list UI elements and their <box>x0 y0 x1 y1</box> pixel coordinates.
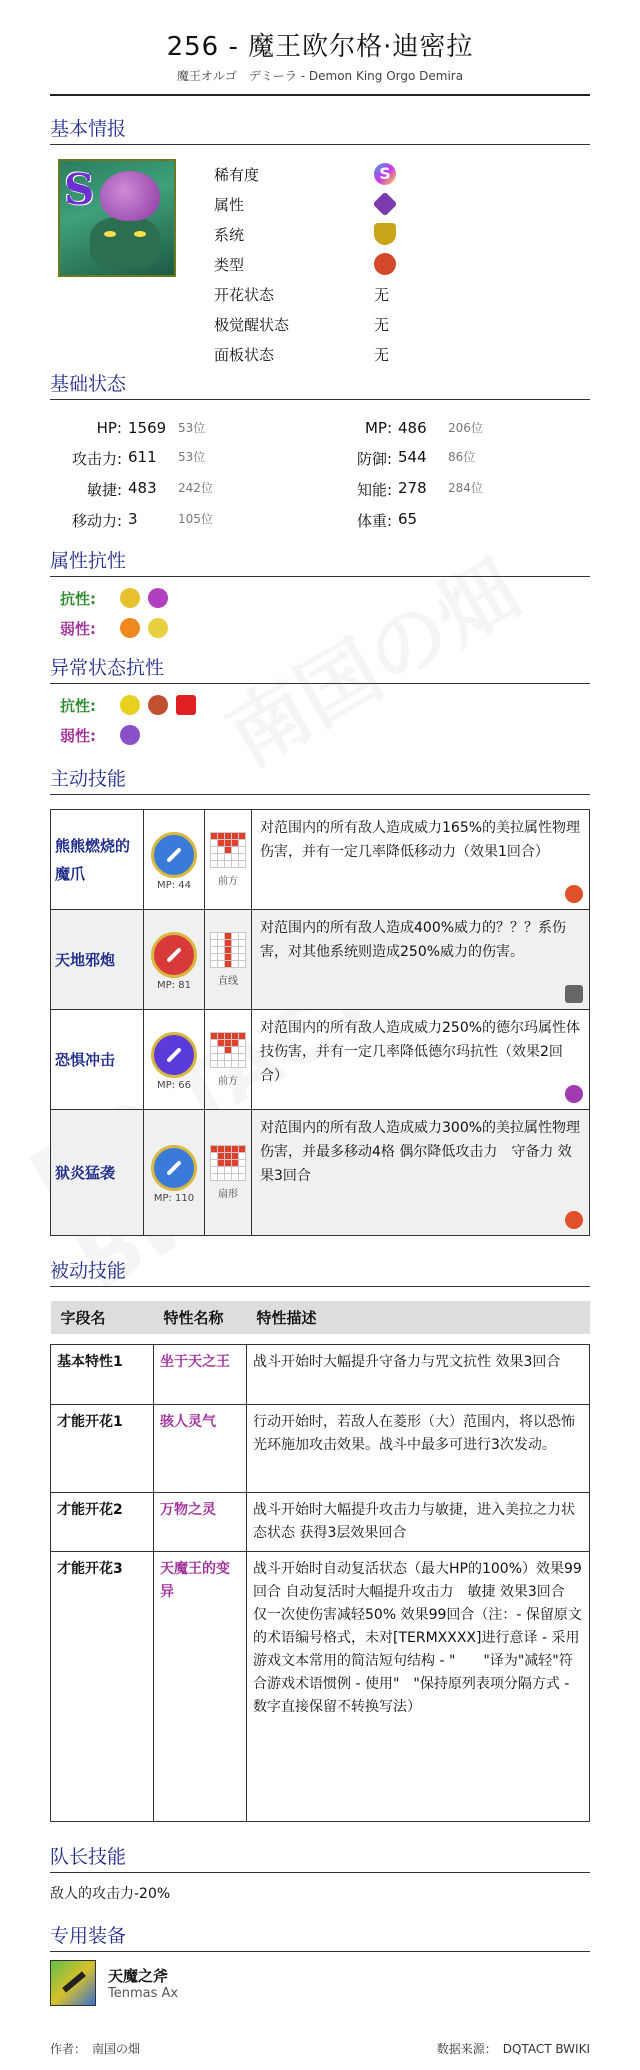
skill-mp: MP: 81 <box>157 980 191 991</box>
skill-icon-cell <box>144 1110 205 1236</box>
stat-row <box>50 505 590 536</box>
attribute-icon <box>373 192 398 217</box>
basic-info <box>50 159 590 369</box>
fire-element-icon <box>565 885 583 903</box>
stat-move: 移动力: 3 105位 <box>71 510 213 530</box>
hexagon-element-icon <box>565 985 583 1003</box>
info-row-rarity <box>214 159 414 189</box>
skill-mp: MP: 66 <box>157 1080 191 1091</box>
resist-good-label: 抗性: <box>60 589 96 608</box>
footer-source: 数据来源： DQTACT BWIKI <box>436 2042 590 2056</box>
skill-range-cell <box>205 910 252 1010</box>
section-passive-title: 被动技能 <box>50 1256 590 1287</box>
monster-portrait <box>58 159 176 277</box>
info-key: 面板状态 <box>214 345 275 364</box>
active-skills-table <box>50 809 590 1236</box>
skill-desc: 对范围内的所有敌人造成400%威力的？？？系伤害，对其他系统则造成250%威力的伤害。 <box>252 910 590 1010</box>
system-icon <box>374 223 396 245</box>
section-equip-title: 专用装备 <box>50 1921 590 1952</box>
info-row-bloom <box>214 279 414 309</box>
sword-icon <box>151 832 197 878</box>
info-key: 极觉醒状态 <box>214 315 290 334</box>
section-active-title: 主动技能 <box>50 764 590 795</box>
footer-author: 作者： 南国の畑 <box>50 2042 141 2056</box>
stat-hp: HP: 1569 53位 <box>96 418 206 437</box>
skill-range-cell <box>205 810 252 910</box>
abnormal-bad-row <box>60 720 590 750</box>
section-stats-title: 基础状态 <box>50 369 590 400</box>
portrait-rarity-badge: S <box>64 165 95 214</box>
light-icon <box>148 618 168 638</box>
page <box>50 0 590 2006</box>
page-title: 256 - 魔王欧尔格·迪密拉 <box>166 32 474 62</box>
skill-row <box>51 1010 590 1110</box>
stat-weight: 体重: 65 <box>356 510 418 530</box>
skill-mp: MP: 44 <box>157 880 191 891</box>
info-value: 无 <box>374 285 390 304</box>
equipment-name-en: Tenmas Ax <box>108 1985 179 2001</box>
page-subtitle: 魔王オルゴ デミーラ - Demon King Orgo Demira <box>176 69 464 83</box>
footer <box>50 2040 590 2057</box>
passive-row <box>51 1492 590 1551</box>
type-icon <box>374 253 396 275</box>
skill-name: 熊熊燃烧的魔爪 <box>51 810 144 910</box>
range-grid-icon <box>210 832 246 868</box>
poison-icon <box>120 725 140 745</box>
abnormal-good-label: 抗性: <box>60 696 96 715</box>
info-row-system <box>214 219 414 249</box>
range-grid-icon <box>210 932 246 968</box>
section-leader-title: 队长技能 <box>50 1842 590 1873</box>
passive-header-field: 字段名 <box>51 1301 154 1334</box>
passive-field: 才能开花1 <box>51 1404 154 1492</box>
skill-row <box>51 1110 590 1236</box>
skill-range-cell <box>205 1110 252 1236</box>
stat-defense: 防御: 544 86位 <box>356 448 476 468</box>
passive-name: 坐于天之王 <box>154 1344 247 1404</box>
cross-icon <box>176 695 196 715</box>
resist-bad-label: 弱性: <box>60 619 96 638</box>
passive-row <box>51 1404 590 1492</box>
range-grid-icon <box>210 1145 246 1181</box>
info-key: 稀有度 <box>214 165 260 184</box>
stats-table <box>50 412 590 536</box>
skill-mp: MP: 110 <box>153 1193 195 1204</box>
skill-row <box>51 810 590 910</box>
skill-range: 扇形 <box>218 1189 238 1200</box>
stat-attack: 攻击力: 611 53位 <box>71 448 206 468</box>
stat-mp: MP: 486 206位 <box>364 418 483 437</box>
skill-icon-cell <box>144 1010 205 1110</box>
passive-field: 基本特性1 <box>51 1344 154 1404</box>
resist-good-row <box>60 583 590 613</box>
sword-icon <box>151 1032 197 1078</box>
info-key: 属性 <box>214 195 245 214</box>
info-table <box>214 159 414 369</box>
skill-row <box>51 910 590 1010</box>
stat-row <box>50 412 590 443</box>
stat-agility: 敏捷: 483 242位 <box>86 479 213 499</box>
skill-name: 恐惧冲击 <box>51 1010 144 1110</box>
leader-skill-text: 敌人的攻击力-20% <box>50 1885 171 1902</box>
section-resist-title: 属性抗性 <box>50 546 590 577</box>
skill-range-cell <box>205 1010 252 1110</box>
seal-icon <box>148 695 168 715</box>
abnormal-bad-label: 弱性: <box>60 726 96 745</box>
stat-row <box>50 443 590 474</box>
info-key: 开花状态 <box>214 285 275 304</box>
skill-name: 狱炎猛袭 <box>51 1110 144 1236</box>
info-value: 无 <box>374 315 390 334</box>
rarity-s-icon: S <box>374 163 396 185</box>
skill-desc: 对范围内的所有敌人造成威力165%的美拉属性物理伤害，并有一定几率降低移动力（效果1回合） <box>252 810 590 910</box>
fire-element-icon <box>565 1211 583 1229</box>
passive-row <box>51 1344 590 1404</box>
skill-range: 直线 <box>218 976 238 987</box>
sword-icon <box>151 932 197 978</box>
info-row-awaken <box>214 309 414 339</box>
equipment-name: 天魔之斧 <box>108 1966 169 1985</box>
info-row-panel <box>214 339 414 369</box>
info-value: 无 <box>374 345 390 364</box>
dark-swirl-icon <box>148 588 168 608</box>
fire-icon <box>120 618 140 638</box>
passive-desc: 战斗开始时大幅提升守备力与咒文抗性 效果3回合 <box>247 1344 590 1404</box>
axe-icon <box>50 1960 96 2006</box>
title-divider <box>50 94 590 96</box>
passive-name: 万物之灵 <box>154 1492 247 1551</box>
sword-icon <box>151 1145 197 1191</box>
skill-icon-cell <box>144 810 205 910</box>
info-row-attribute <box>214 189 414 219</box>
range-grid-icon <box>210 1032 246 1068</box>
passive-desc: 战斗开始时大幅提升攻击力与敏捷，进入美拉之力状态状态 获得3层效果回合 <box>247 1492 590 1551</box>
lightning-icon <box>120 588 140 608</box>
info-row-type <box>214 249 414 279</box>
abnormal-good-row <box>60 690 590 720</box>
passive-header-name: 特性名称 <box>154 1301 247 1334</box>
passive-header-row <box>51 1301 590 1334</box>
passive-name: 天魔王的变异 <box>154 1551 247 1821</box>
passive-desc: 行动开始时，若敌人在菱形（大）范围内，将以恐怖光环施加攻击效果。战斗中最多可进行3次发动。 <box>247 1404 590 1492</box>
skill-range: 前方 <box>218 1076 238 1087</box>
section-abnormal-title: 异常状态抗性 <box>50 653 590 684</box>
passive-field: 才能开花3 <box>51 1551 154 1821</box>
skill-name: 天地邪炮 <box>51 910 144 1010</box>
skill-range: 前方 <box>218 876 238 887</box>
stat-wisdom: 知能: 278 284位 <box>356 479 483 499</box>
skill-desc: 对范围内的所有敌人造成威力250%的德尔玛属性体技伤害，并有一定几率降低德尔玛抗性（效果2回合） <box>252 1010 590 1110</box>
resist-bad-row <box>60 613 590 643</box>
dark-element-icon <box>565 1085 583 1103</box>
passive-header-desc: 特性描述 <box>247 1301 590 1334</box>
confusion-icon <box>120 695 140 715</box>
passive-row <box>51 1551 590 1821</box>
equipment-item[interactable] <box>50 1960 590 2006</box>
passive-desc: 战斗开始时自动复活状态（最大HP的100%）效果99回合 自动复活时大幅提升攻击力 敏捷 效果3回合 仅一次使伤害减轻50% 效果99回合（注：- 保留原文的术语编号格式，未对[TERMXXXX]进行意译 - 采用游戏文本常用的简洁短句结构 - " "译为"减轻"符合游戏术语惯例 - 使用" "保持原列表项分隔方式 - 数字直接保留不转换写法） <box>247 1551 590 1821</box>
stat-row <box>50 474 590 505</box>
skill-icon-cell <box>144 910 205 1010</box>
passive-field: 才能开花2 <box>51 1492 154 1551</box>
skill-desc: 对范围内的所有敌人造成威力300%的美拉属性物理伤害，并最多移动4格 偶尔降低攻击力 守备力 效果3回合 <box>252 1110 590 1236</box>
info-key: 类型 <box>214 255 245 274</box>
section-basic-title: 基本情报 <box>50 114 590 145</box>
info-key: 系统 <box>214 225 245 244</box>
passive-name: 骇人灵气 <box>154 1404 247 1492</box>
passive-skills-table <box>50 1301 590 1822</box>
